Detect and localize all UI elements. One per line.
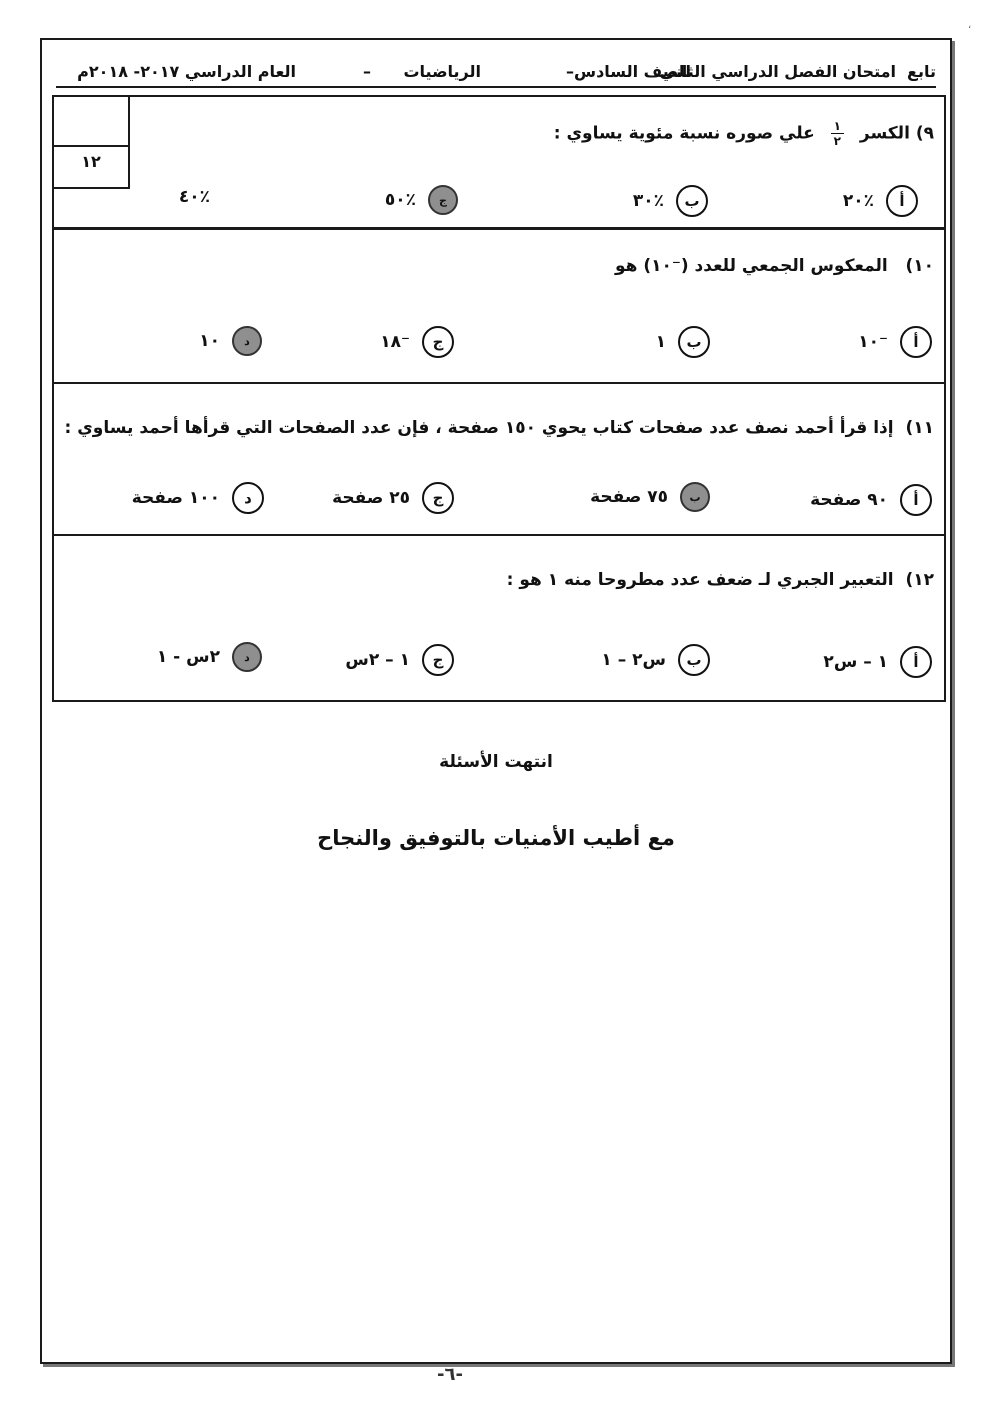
- option-d-selected[interactable]: [157, 642, 262, 672]
- option-text: ٪٣٠: [632, 191, 664, 211]
- corner-mark: ،: [968, 20, 972, 31]
- option-text: ١ – ٢س: [345, 650, 410, 670]
- option-text: ٪٢٠: [842, 191, 874, 211]
- question-prefix: الكسر: [859, 123, 910, 144]
- question-body: التعبير الجبري لـ ضعف عدد مطروحا منه ١ هو :: [506, 570, 894, 590]
- option-b[interactable]: [601, 644, 710, 676]
- header-year: العام الدراسي ٢٠١٧- ٢٠١٨م: [77, 62, 296, 81]
- option-letter-circle: د: [232, 642, 262, 672]
- question-number: ١٢): [905, 570, 934, 590]
- question-10-box: [52, 228, 946, 386]
- question-9-box: [52, 95, 946, 229]
- option-text: ١: [655, 332, 666, 352]
- end-of-questions: انتهت الأسئلة: [439, 752, 553, 772]
- option-b[interactable]: [633, 185, 708, 217]
- option-text: ١٠٠ صفحة: [131, 488, 220, 508]
- option-text: ٩٠ صفحة: [810, 490, 888, 510]
- option-c[interactable]: [332, 482, 454, 514]
- option-text: ١ – س٢: [823, 652, 888, 672]
- header-dash: –: [363, 62, 371, 81]
- question-9-text: [554, 119, 934, 148]
- question-number: ١٠): [905, 256, 934, 276]
- fraction-numerator: ١: [831, 119, 844, 134]
- option-letter-circle: ب: [680, 482, 710, 512]
- option-text: ٪٤٠: [178, 187, 210, 207]
- score-box: [54, 97, 130, 189]
- option-d[interactable]: [179, 187, 210, 207]
- option-a[interactable]: [843, 185, 918, 217]
- option-c[interactable]: [345, 644, 454, 676]
- option-letter-circle: ج: [422, 482, 454, 514]
- option-letter-circle: ب: [678, 326, 710, 358]
- option-letter-circle: أ: [886, 185, 918, 217]
- page-number: -٦-: [437, 1364, 463, 1385]
- option-d[interactable]: [132, 482, 264, 514]
- option-letter-circle: د: [232, 482, 264, 514]
- question-body: المعكوس الجمعي للعدد (⁻١٠) هو: [614, 256, 888, 276]
- header-continued: تابع: [907, 62, 936, 81]
- option-a[interactable]: [823, 646, 932, 678]
- question-body: إذا قرأ أحمد نصف عدد صفحات كتاب يحوي ١٥٠ صفحة ، فإن عدد الصفحات التي قرأها أحمد يساوي :: [64, 418, 894, 438]
- fraction: [831, 119, 844, 148]
- option-letter-circle: ج: [422, 326, 454, 358]
- option-text: ٧٥ صفحة: [590, 487, 668, 507]
- option-text: ٢س - ١: [156, 647, 220, 667]
- option-a[interactable]: [810, 484, 932, 516]
- question-number: ٩): [915, 123, 934, 144]
- option-c-selected[interactable]: [385, 185, 458, 215]
- header-exam: امتحان الفصل الدراسي الثاني: [659, 62, 896, 81]
- option-c[interactable]: [380, 326, 454, 358]
- good-wishes: مع أطيب الأمنيات بالتوفيق والنجاح: [317, 826, 675, 850]
- question-12-text: [507, 570, 934, 590]
- question-suffix: علي صوره نسبة مئوية يساوي :: [553, 123, 815, 144]
- option-letter-circle: ج: [428, 185, 458, 215]
- option-letter-circle: ج: [422, 644, 454, 676]
- option-letter-circle: أ: [900, 646, 932, 678]
- option-letter-circle: ب: [676, 185, 708, 217]
- option-letter-circle: د: [232, 326, 262, 356]
- exam-header: [56, 60, 936, 88]
- option-text: س٢ – ١: [601, 650, 666, 670]
- option-b-selected[interactable]: [590, 482, 710, 512]
- question-10-text: [615, 256, 934, 276]
- option-text: ١٠: [199, 331, 220, 351]
- option-a[interactable]: [858, 326, 932, 358]
- question-12-box: [52, 534, 946, 702]
- question-11-text: [65, 418, 935, 438]
- option-text: ⁻١٠: [858, 332, 888, 352]
- option-b[interactable]: [656, 326, 710, 358]
- option-letter-circle: أ: [900, 484, 932, 516]
- option-text: ⁻١٨: [380, 332, 410, 352]
- score-total: ١٢: [81, 152, 101, 171]
- header-subject: الرياضيات: [403, 62, 481, 81]
- option-letter-circle: ب: [678, 644, 710, 676]
- option-d-selected[interactable]: [199, 326, 262, 356]
- question-number: ١١): [905, 418, 934, 438]
- option-text: ٢٥ صفحة: [332, 488, 410, 508]
- option-text: ٪٥٠: [384, 190, 416, 210]
- option-letter-circle: أ: [900, 326, 932, 358]
- score-divider: [54, 145, 128, 147]
- fraction-denominator: ٢: [833, 134, 841, 148]
- question-11-box: [52, 382, 946, 538]
- header-grade: للصف السادس–: [566, 62, 691, 81]
